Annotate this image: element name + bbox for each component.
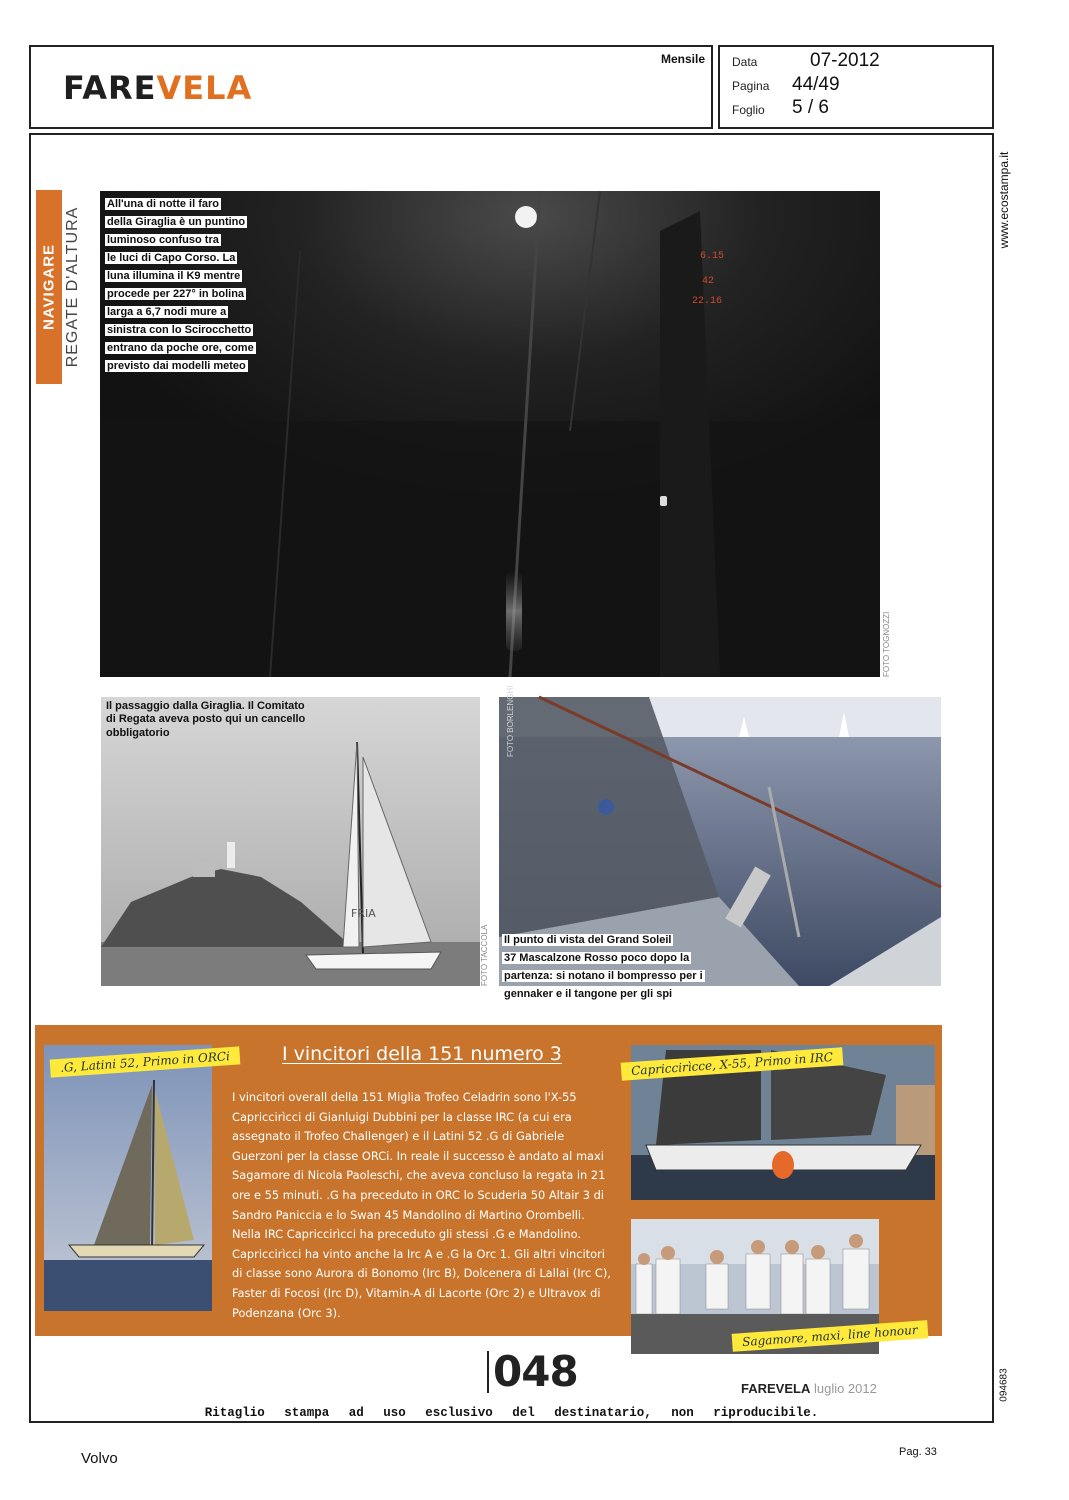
foglio-label: Foglio	[732, 103, 765, 117]
g-sailboat-image	[44, 1045, 212, 1311]
data-value: 07-2012	[810, 50, 880, 71]
island-caption-line: Il passaggio dalla Giraglia. Il Comitato	[106, 700, 305, 712]
footer-month: luglio 2012	[813, 1381, 877, 1396]
photo-night-giraglia	[100, 191, 880, 677]
frequency-label: Mensile	[660, 52, 705, 66]
disclaimer: Ritaglio stampa ad uso esclusivo del destinatario, non riproducibile.	[204, 1406, 819, 1420]
moon-icon	[515, 206, 537, 228]
logo-part-vela: VELA	[156, 69, 253, 107]
website-label	[993, 145, 1015, 255]
farevela-logo	[63, 69, 252, 107]
sail-logo-icon	[598, 799, 614, 815]
instrument-reading-3: 22.16	[692, 296, 723, 307]
page-label: Pag. 33	[899, 1446, 937, 1458]
island-caption	[106, 700, 336, 740]
deck-caption-line: partenza: si notano il bompresso per i	[504, 970, 703, 982]
instrument-reading-2: 42	[702, 276, 715, 287]
pagina-label: Pagina	[732, 79, 770, 93]
island-sailboat-image	[101, 697, 480, 986]
clip-code	[993, 1365, 1015, 1405]
section-label	[36, 190, 62, 384]
instrument-reading-1: 6.15	[700, 251, 725, 262]
night-caption-line: larga a 6,7 nodi mure a	[107, 306, 227, 318]
night-caption-line: luminoso confuso tra	[107, 234, 219, 246]
lighthouse-icon	[227, 842, 235, 868]
winners-title: I vincitori della 151 numero 3	[282, 1043, 562, 1065]
section-label-text: NAVIGARE	[40, 243, 58, 331]
footer-brand-name: FAREVELA	[741, 1381, 811, 1396]
page-number: 048	[487, 1351, 578, 1393]
night-photo-credit: FOTO TOGNOZZI	[882, 611, 891, 677]
night-caption-line: previsto dai modelli meteo	[107, 360, 246, 372]
island-photo-credit: FOTO TACCOLA	[480, 924, 489, 986]
island-caption-line: obbligatorio	[106, 726, 170, 739]
night-caption-line: sinistra con lo Scirocchetto	[107, 324, 252, 336]
pagina-value: 44/49	[792, 74, 840, 95]
tag-sagamore: Sagamore, maxi, line honour	[732, 1320, 929, 1352]
deck-caption-line: Il punto di vista del Grand Soleil	[504, 934, 672, 946]
section-sublabel	[62, 190, 84, 384]
night-caption-line: procede per 227° in bolina	[107, 288, 245, 300]
deck-caption-line: gennaker e il tangone per gli spi	[504, 988, 673, 1000]
deck-light	[660, 496, 667, 506]
header-masthead	[29, 45, 713, 129]
deck-photo-credit: FOTO BORLENGHI	[506, 685, 515, 757]
buoy-icon	[772, 1151, 794, 1179]
winners-body: I vincitori overall della 151 Miglia Trofeo Celadrin sono l'X-55 Capriccirìcci di Gianluigi Dubbini per la classe IRC (a cui era assegnato il Trofeo Challenger) e il Latini 52 .G di Gabriele Guerzoni per la classe ORCi. In reale il successo è andato al maxi Sagamore di Nicola Paoleschi, che aveva concluso la regata in 21 ore e 55 minuti. .G ha preceduto in ORC lo Scuderia 50 Altair 3 di Sandro Paniccia e lo Swan 45 Mandolino di Martino Orombelli. Nella IRC Capriccirìcci ha preceduto gli stessi .G e Mandolino. Capriccirìcci ha vinto anche la Irc A e .G la Orc 1. Gli altri vincitori di classe sono Aurora di Bonomo (Irc B), Dolcenera di Lallai (Irc C), Faster di Focosi (Irc D), Vitamin-A di Lacorte (Orc 2) e Ultravox di Podenzana (Orc 3).	[232, 1090, 611, 1320]
photo-g-latini52	[44, 1045, 212, 1311]
tag-capriccircci: Capriccirìcce, X-55, Primo in IRC	[621, 1047, 844, 1080]
deck-caption	[502, 930, 732, 1002]
data-label: Data	[732, 55, 758, 69]
island-caption-line: di Regata aveva posto qui un cancello	[106, 713, 306, 726]
logo-part-fare: FARE	[63, 69, 157, 107]
night-caption-line: le luci di Capo Corso. La	[107, 252, 236, 264]
tag-g-latini: .G, Latini 52, Primo in ORCi	[50, 1046, 241, 1077]
night-caption-line: entrano da poche ore, come	[107, 342, 254, 354]
clip-code-text: 094683	[998, 1368, 1010, 1402]
photo-giraglia-island	[101, 697, 480, 986]
night-caption-line: All'una di notte il faro	[107, 198, 220, 210]
client-name: Volvo	[81, 1450, 118, 1467]
night-caption-line: della Giraglia è un puntino	[107, 216, 246, 228]
night-caption-line: luna illumina il K9 mentre	[107, 270, 241, 282]
photo-grand-soleil-deck	[499, 685, 941, 1000]
night-caption	[105, 194, 275, 374]
website-text: www.ecostampa.it	[997, 151, 1011, 249]
section-sublabel-text: REGATE D'ALTURA	[64, 206, 81, 368]
footer-brand	[741, 1381, 877, 1396]
sail-text: FRIA	[351, 907, 376, 920]
deck-caption-line: 37 Mascalzone Rosso poco dopo la	[504, 952, 690, 964]
header-meta	[718, 45, 994, 129]
foglio-value: 5 / 6	[792, 97, 829, 118]
